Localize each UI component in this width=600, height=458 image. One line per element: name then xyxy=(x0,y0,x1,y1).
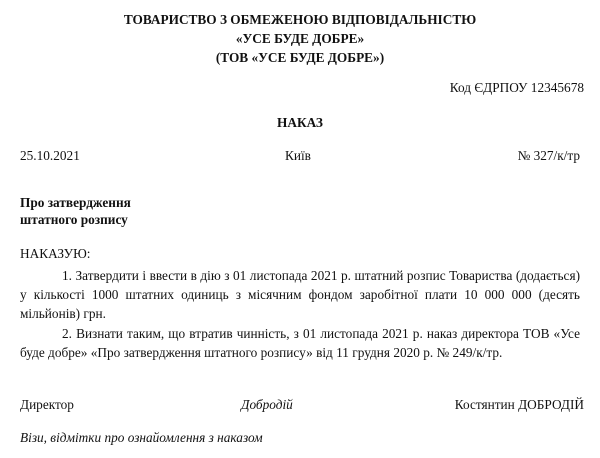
order-item-2 xyxy=(20,324,580,362)
order-item-2-text: 2. Визнати таким, що втратив чинність, з 01 листопада 2021 р. наказ директора ТОВ «Усе буде добре» «Про затвердження штатного розпису» від 11 грудня 2020 р. № 249/к/тр. xyxy=(20,326,580,360)
order-city: Київ xyxy=(285,148,311,163)
footer-note: Візи, відмітки про ознайомлення з наказом xyxy=(20,430,263,445)
company-name-line1: ТОВАРИСТВО З ОБМЕЖЕНОЮ ВІДПОВІДАЛЬНІСТЮ xyxy=(123,12,477,27)
company-short-name: (ТОВ «УСЕ БУДЕ ДОБРЕ») xyxy=(215,50,385,65)
subject-line1: Про затвердження xyxy=(20,195,131,210)
order-item-1-text: 1. Затвердити і ввести в дію з 01 листопада 2021 р. штатний розпис Товариства (додається) у кількості 1000 штатних одиниць з місячним фондом заробітної плати 10 000 000 (десять мільйонів) грн. xyxy=(20,268,580,321)
signature-position: Директор xyxy=(20,397,74,412)
order-word: НАКАЗУЮ: xyxy=(20,246,91,261)
signature-name: Костянтин ДОБРОДІЙ xyxy=(454,397,584,412)
order-date: 25.10.2021 xyxy=(20,148,80,163)
subject-line2: штатного розпису xyxy=(20,212,128,227)
order-number: № 327/к/тр xyxy=(517,148,580,163)
document-title: НАКАЗ xyxy=(277,115,323,130)
signature-sign: Добродій xyxy=(241,397,293,412)
company-name-line2: «УСЕ БУДЕ ДОБРЕ» xyxy=(235,31,365,46)
edrpou-code: Код ЄДРПОУ 12345678 xyxy=(449,80,584,95)
order-item-1 xyxy=(20,266,580,323)
